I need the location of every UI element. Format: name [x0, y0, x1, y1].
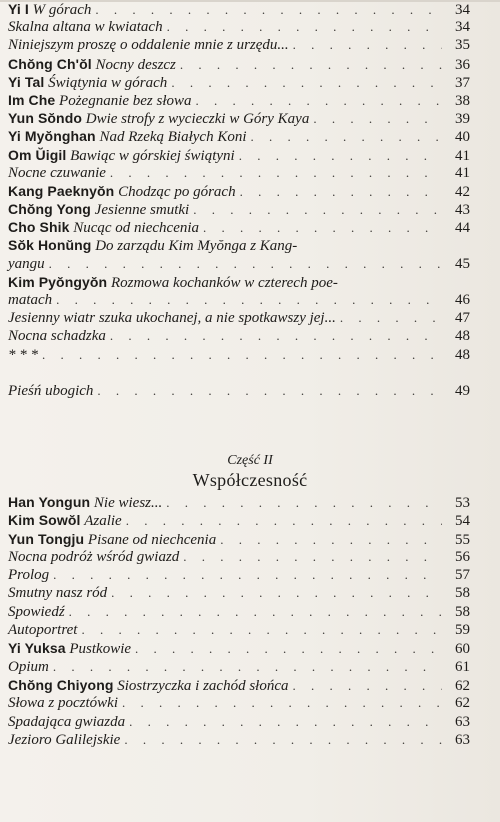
toc-entry: [8, 218, 470, 236]
toc-title: Nad Rzeką Białych Koni: [99, 129, 247, 146]
toc-entry: [8, 511, 470, 529]
toc-author: Kim Pyŏngyŏn: [8, 273, 108, 290]
toc-page-number: 48: [455, 346, 470, 363]
toc-title: Spowiedź: [8, 603, 65, 620]
dot-leader: [166, 494, 442, 512]
dot-leader: [42, 346, 442, 364]
toc-page-number: 36: [455, 56, 470, 73]
toc-entry-text: [8, 273, 338, 292]
toc-part-1: [8, 0, 470, 400]
toc-entry: [8, 382, 470, 400]
toc-title: Nocna podróż wśród gwiazd: [8, 548, 180, 565]
toc-entry: [8, 584, 470, 602]
toc-author: Han Yongun: [8, 494, 91, 510]
toc-title: Do zarządu Kim Myŏnga z Kang-: [95, 238, 298, 255]
toc-entry: [8, 164, 470, 182]
toc-title: * * *: [8, 346, 38, 363]
toc-title: Nocne czuwanie: [8, 164, 106, 181]
toc-author: Cho Shik: [8, 219, 70, 236]
toc-title: Jesienne smutki: [94, 202, 190, 219]
toc-entry-text: [8, 127, 247, 146]
toc-title: Smutny nasz ród: [8, 585, 108, 602]
toc-author: Kim Sowŏl: [8, 512, 81, 529]
toc-entry-text: [8, 73, 167, 92]
toc-entry-text: [8, 218, 199, 237]
dot-leader: [193, 201, 442, 219]
toc-author: Yun Tongju: [8, 530, 85, 547]
toc-entry-text: [8, 55, 176, 74]
toc-title: Pustkowie: [69, 641, 132, 658]
toc-page-number: 37: [455, 74, 470, 91]
toc-entry-text: [8, 530, 216, 549]
toc-page-number: 56: [455, 548, 470, 565]
toc-entry-text: [8, 200, 189, 219]
toc-author: Chŏng Chiyong: [8, 676, 114, 693]
toc-author: Kang Paeknyŏn: [8, 182, 115, 199]
toc-title: W górach: [32, 2, 92, 18]
toc-entry: [8, 327, 470, 345]
toc-page-number: 63: [455, 731, 470, 748]
dot-leader: [95, 1, 442, 19]
toc-page-number: 38: [455, 92, 470, 109]
toc-page-number: 62: [455, 695, 470, 712]
dot-leader: [122, 694, 442, 712]
dot-leader: [251, 128, 442, 146]
toc-page-number: 55: [455, 531, 470, 548]
dot-leader: [183, 548, 442, 566]
section-title: Współczesność: [192, 470, 308, 490]
section-part-label: Część II: [227, 453, 273, 468]
dot-leader: [171, 74, 442, 92]
dot-leader: [340, 309, 442, 327]
toc-entry: [8, 146, 470, 164]
toc-page-number: 43: [455, 202, 470, 219]
toc-entry-text: [8, 236, 297, 255]
toc-entry-text: [8, 36, 289, 54]
dot-leader: [53, 658, 442, 676]
dot-leader: [81, 621, 442, 639]
toc-entry-text: [8, 346, 38, 364]
dot-leader: [110, 164, 442, 182]
toc-title: Nocna schadzka: [8, 328, 106, 345]
toc-entry-text: [8, 164, 106, 182]
toc-title-continuation: matach: [8, 292, 53, 308]
toc-page-number: 60: [455, 641, 470, 658]
toc-page-number: 41: [455, 147, 470, 164]
toc-entry-continuation: [8, 291, 470, 309]
toc-part-2: [8, 493, 470, 749]
toc-entry-text: [8, 493, 162, 512]
toc-entry-text: [8, 109, 309, 128]
toc-entry: [8, 182, 470, 200]
toc-page-number: 53: [455, 495, 470, 511]
dot-leader: [180, 56, 442, 74]
toc-title: Nie wiesz...: [93, 495, 163, 511]
toc-author: Sŏk Honŭng: [8, 237, 92, 254]
toc-entry: [8, 200, 470, 218]
toc-entry-text: [8, 713, 125, 731]
toc-entry-text: [8, 584, 107, 602]
toc-entry: [8, 694, 470, 712]
toc-entry: [8, 603, 470, 621]
toc-page-number: 41: [455, 164, 470, 181]
toc-page-number: 34: [455, 2, 470, 18]
toc-title: Pożegnanie bez słowa: [59, 92, 192, 109]
toc-title: Prolog: [8, 567, 50, 584]
toc-entry: [8, 676, 470, 694]
toc-entry: [8, 530, 470, 548]
toc-title-continuation: yangu: [8, 255, 45, 272]
toc-page-number: 44: [455, 220, 470, 237]
toc-entry-text: [8, 91, 192, 110]
dot-leader: [313, 110, 442, 128]
toc-page-number: 42: [455, 183, 470, 200]
dot-leader: [126, 512, 442, 530]
dot-leader: [69, 603, 442, 621]
toc-entry: [8, 493, 470, 511]
dot-leader: [220, 531, 442, 549]
dot-leader: [97, 382, 442, 400]
toc-entry: [8, 55, 470, 73]
toc-page-number: 62: [455, 677, 470, 694]
toc-author: Yi Myŏnghan: [8, 128, 96, 145]
toc-entry: [8, 639, 470, 657]
dot-leader: [293, 677, 443, 695]
toc-entry: [8, 621, 470, 639]
toc-title: Pisane od niechcenia: [87, 531, 217, 548]
toc-page-number: 48: [455, 328, 470, 345]
toc-entry: [8, 548, 470, 566]
toc-title: Słowa z pocztówki: [8, 695, 119, 712]
toc-entry: [8, 91, 470, 109]
toc-title: Bawiąc w górskiej świątyni: [70, 147, 235, 164]
toc-entry-text: [8, 18, 163, 36]
dot-leader: [49, 255, 442, 273]
toc-entry: [8, 0, 470, 18]
toc-entry: [8, 18, 470, 36]
toc-page-number: 47: [455, 310, 470, 327]
toc-spacer-row: [8, 364, 470, 382]
toc-author: Yi Tal: [8, 73, 45, 90]
dot-leader: [239, 147, 442, 165]
dot-leader: [167, 18, 442, 36]
toc-author: Yi Yuksa: [8, 640, 66, 657]
toc-entry-text: [8, 731, 120, 749]
toc-title: Siostrzyczka i zachód słońca: [117, 677, 289, 694]
toc-entry-text: [8, 309, 336, 327]
dot-leader: [56, 291, 442, 309]
dot-leader: [110, 327, 442, 345]
toc-entry-text: [8, 548, 179, 566]
dot-leader: [203, 219, 442, 237]
toc-title: Nocny deszcz: [95, 56, 176, 73]
toc-entry-text: [8, 566, 49, 584]
toc-page-number: 57: [455, 567, 470, 584]
toc-page-number: 39: [455, 111, 470, 128]
toc-entry: [8, 346, 470, 364]
toc-entry-text: [8, 511, 122, 530]
toc-entry: [8, 236, 470, 254]
toc-title: Chodząc po górach: [118, 183, 236, 200]
toc-entry-text: [8, 676, 289, 695]
toc-title: Opium: [8, 658, 49, 675]
dot-leader: [135, 640, 442, 658]
toc-entry: [8, 73, 470, 91]
toc-entry: [8, 658, 470, 676]
toc-entry-text: [8, 694, 118, 712]
toc-page-number: 49: [455, 382, 470, 399]
toc-entry-text: [8, 639, 131, 658]
toc-page-number: 58: [455, 603, 470, 620]
toc-title: Spadająca gwiazda: [8, 713, 126, 730]
toc-entry-text: [8, 182, 236, 201]
toc-entry: [8, 309, 470, 327]
toc-title: Nucąc od niechcenia: [73, 220, 200, 237]
toc-title: Niniejszym proszę o oddalenie mnie z urzędu...: [8, 37, 289, 54]
toc-title: Jezioro Galilejskie: [8, 731, 121, 748]
dot-leader: [196, 92, 442, 110]
toc-page-number: 61: [455, 658, 470, 675]
toc-author: Im Che: [8, 91, 56, 108]
toc-page-number: 34: [455, 19, 470, 36]
toc-page-number: 40: [455, 129, 470, 146]
toc-title: Azalie: [84, 513, 122, 530]
toc-entry: [8, 566, 470, 584]
toc-entry: [8, 36, 470, 54]
toc-entry: [8, 713, 470, 731]
toc-title: Autoportret: [8, 622, 78, 639]
toc-title: Rozmowa kochanków w czterech poe-: [110, 274, 338, 291]
toc-entry: [8, 127, 470, 145]
toc-author: Yi I: [8, 1, 29, 17]
toc-entry: [8, 109, 470, 127]
toc-entry-text: [8, 327, 106, 345]
toc-author: Om Ŭigil: [8, 146, 67, 163]
toc-entry-text: [8, 382, 93, 400]
toc-page-number: 35: [455, 37, 470, 54]
toc-title: Jesienny wiatr szuka ukochanej, a nie spotkawszy jej...: [8, 310, 336, 327]
toc-page-number: 58: [455, 585, 470, 602]
toc-entry-text: [8, 621, 77, 639]
dot-leader: [293, 36, 442, 54]
toc-author: Chŏng Yong: [8, 201, 91, 218]
toc-title: Pieśń ubogich: [8, 382, 94, 399]
toc-entry-continuation: [8, 255, 470, 273]
toc-page-number: 45: [455, 255, 470, 272]
dot-leader: [111, 584, 442, 602]
toc-title: Dwie strofy z wycieczki w Góry Kaya: [85, 111, 310, 128]
toc-entry: [8, 273, 470, 291]
toc-title: Świątynia w górach: [48, 74, 168, 91]
dot-leader: [240, 183, 442, 201]
dot-leader: [53, 566, 442, 584]
toc-page-number: 46: [455, 292, 470, 308]
toc-page-number: 63: [455, 713, 470, 730]
toc-entry: [8, 731, 470, 749]
toc-author: Yun Sŏndo: [8, 110, 83, 127]
toc-page-number: 59: [455, 622, 470, 639]
toc-entry-text: [8, 603, 65, 621]
toc-title: Skalna altana w kwiatach: [8, 19, 163, 36]
toc-author: Chŏng Ch'ŏl: [8, 55, 92, 72]
dot-leader: [129, 713, 442, 731]
toc-entry-text: [8, 658, 49, 676]
toc-page-number: 54: [455, 513, 470, 530]
toc-entry-text: [8, 146, 235, 165]
dot-leader: [124, 731, 442, 749]
toc-entry-text: [8, 0, 91, 19]
